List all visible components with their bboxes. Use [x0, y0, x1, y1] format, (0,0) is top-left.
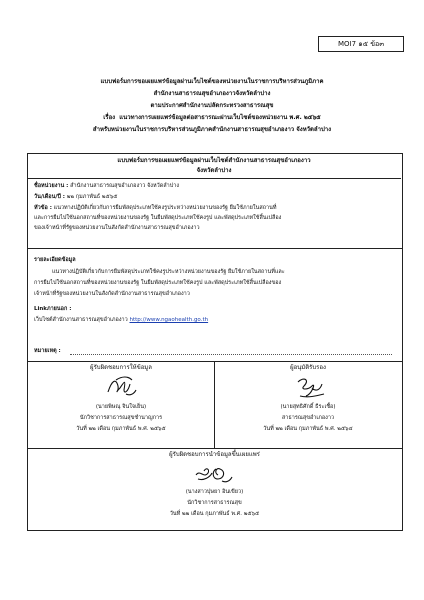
header-line-2: สำนักงานสาธารณสุขอำเภองาวจังหวัดลำปาง: [153, 90, 271, 97]
header-line-1: แบบฟอร์มการขอเผยแพร่ข้อมูลผ่านเว็บไซต์ของหน่วยงานในราชการบริหารส่วนภูมิภาค: [100, 78, 324, 85]
form-title-line-1: แบบฟอร์มการขอเผยแพร่ข้อมูลผ่านเว็บไซต์สำนักงานสาธารณสุขอำเภองาว: [117, 157, 311, 164]
left-date: วันที่ ๒๒ เดือน กุมภาพันธ์ พ.ศ. ๒๕๖๕: [76, 426, 166, 432]
date-value: ๒๒ กุมภาพันธ์ ๒๕๖๕: [66, 194, 118, 200]
right-date: วันที่ ๒๒ เดือน กุมภาพันธ์ พ.ศ. ๒๕๖๔: [263, 426, 353, 432]
right-signer: [215, 402, 401, 435]
subject-label: เรื่อง: [103, 114, 116, 121]
date-row: [34, 193, 117, 202]
bottom-caption: ผู้รับผิดชอบการนำข้อมูลขึ้นเผยแพร่: [169, 451, 260, 458]
left-name: (นายพิษณุ จินใจเย็น): [95, 404, 147, 410]
topic-line-1: แนวทางปฏิบัติเกี่ยวกับการยืมพัสดุประเภทใช้คงรูประหว่างหน่วยงานของรัฐ ยืมใช้ภายในสถานที่: [53, 205, 277, 211]
form-title-line-2: จังหวัดลำปาง: [196, 167, 232, 174]
detail-label: รายละเอียดข้อมูล: [34, 257, 76, 263]
header-line-3: ตามประกาศสำนักงานปลัดกระทรวงสาธารณสุข: [150, 102, 274, 109]
link-label: Linkภายนอก :: [34, 306, 72, 312]
document-code: MOI7 ๑๕ ข้อ๓: [318, 36, 404, 52]
link-prefix: เว็บไซต์สำนักงานสาธารณสุขอำเภองาว: [34, 317, 128, 323]
left-caption: ผู้รับผิดชอบการให้ข้อมูล: [90, 364, 152, 371]
bottom-date: วันที่ ๒๒ เดือน กุมภาพันธ์ พ.ศ. ๒๕๖๕: [169, 511, 260, 517]
right-caption: ผู้อนุมัติรับรอง: [290, 364, 326, 371]
detail-line-1: แนวทางปฏิบัติเกี่ยวกับการยืมพัสดุประเภทใช้คงรูประหว่างหน่วยงานของรัฐ ยืมใช้ภายในสถานที่และ: [52, 269, 285, 275]
signature-block-bottom: [28, 450, 401, 460]
signature-block-left: [28, 363, 214, 373]
right-name: (นายสุทธิศักดิ์ ธีระเชื้อ): [280, 404, 336, 410]
left-signature-image: [102, 374, 142, 400]
topic-line-2: และการยืมไปใช้นอกสถานที่ของหน่วยงานของรัฐ ในยืมพัสดุประเภทใช้คงรูป และพัสดุประเภทใช้สิ้นเปลือง: [34, 215, 282, 221]
detail-line-2: การยืมไปใช้นอกสถานที่ของหน่วยงานของรัฐ ในยืมพัสดุประเภทใช้คงรูป และพัสดุประเภทใช้สิ้นเปลืองของ: [34, 280, 282, 286]
link-row: [34, 316, 208, 325]
right-signature-image: [290, 374, 330, 400]
header-line-5: สำหรับหน่วยงานในราชการบริหารส่วนภูมิภาคสำนักงานสาธารณสุขอำเภองาว จังหวัดลำปาง: [92, 126, 332, 133]
bottom-position: นักวิชาการสาธารณสุข: [187, 500, 242, 506]
section-divider: [27, 248, 402, 249]
left-signer: [28, 402, 214, 435]
note-dotted-line: [70, 354, 392, 355]
subject-text: แนวทางการเผยแพร่ข้อมูลต่อสาธารณะผ่านเว็บไซต์ของหน่วยงาน พ.ศ. ๒๕๖๕: [119, 114, 321, 121]
topic-row: [34, 204, 396, 213]
signature-divider-middle: [27, 448, 402, 449]
bottom-signer: [28, 487, 401, 520]
bottom-name: (นางสาวปุษยา อินเขียว): [185, 489, 244, 495]
topic-line-3: ของเจ้าหน้าที่รัฐของหน่วยงานในสังกัดสำนักงานสาธารณสุขอำเภองาว: [34, 225, 200, 231]
form-header: [27, 153, 401, 179]
unit-label: ชื่อหน่วยงาน :: [34, 183, 69, 189]
topic-label: หัวข้อ :: [34, 205, 52, 211]
bottom-signature-image: [192, 461, 236, 487]
right-position: สาธารณสุขอำเภองาว: [281, 415, 335, 421]
unit-row: [34, 182, 179, 191]
detail-line-3: เจ้าหน้าที่รัฐของหน่วยงานในสังกัดสำนักงานสาธารณสุขอำเภองาว: [34, 291, 190, 297]
date-label: วัน/เดือน/ปี :: [34, 194, 65, 200]
website-link[interactable]: http://www.ngaohealth.go.th: [129, 317, 209, 323]
left-position: นักวิชาการสาธารณสุขชำนาญการ: [79, 415, 163, 421]
header-subject: [20, 112, 404, 124]
unit-value: สำนักงานสาธารณสุขอำเภองาว จังหวัดลำปาง: [70, 183, 180, 189]
note-label: หมายเหตุ :: [34, 348, 61, 354]
signature-block-right: [215, 363, 401, 373]
